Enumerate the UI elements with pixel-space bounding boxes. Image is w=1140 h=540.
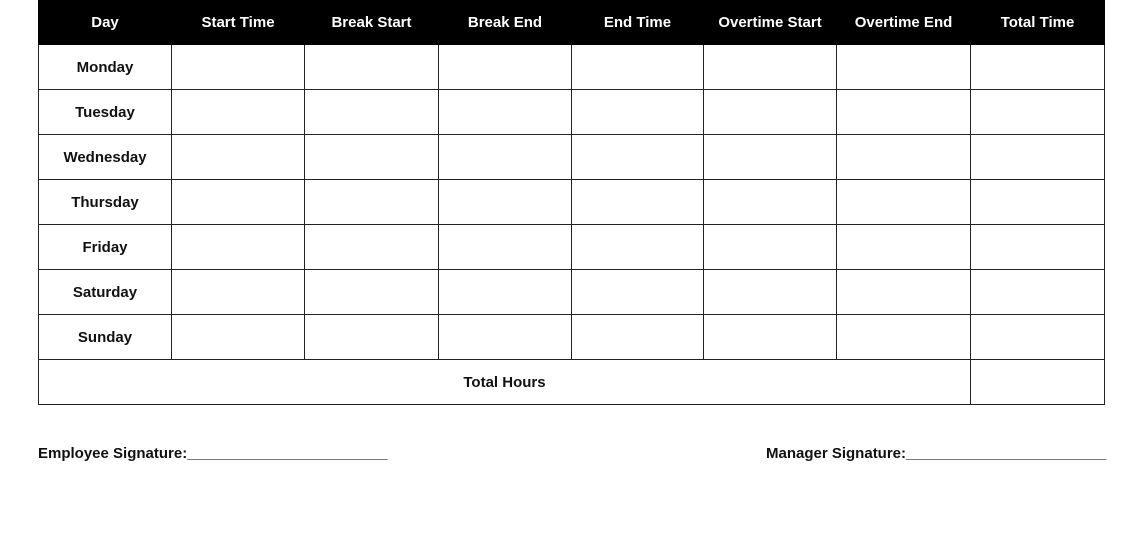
time-entry-cell[interactable] bbox=[572, 90, 704, 135]
time-entry-cell[interactable] bbox=[572, 135, 704, 180]
time-entry-cell[interactable] bbox=[439, 180, 572, 225]
time-entry-cell[interactable] bbox=[439, 135, 572, 180]
time-entry-cell[interactable] bbox=[305, 315, 439, 360]
day-label: Monday bbox=[39, 45, 172, 90]
time-entry-cell[interactable] bbox=[971, 315, 1105, 360]
total-hours-row bbox=[39, 360, 1105, 405]
time-entry-cell[interactable] bbox=[172, 90, 305, 135]
time-entry-cell[interactable] bbox=[971, 45, 1105, 90]
time-entry-cell[interactable] bbox=[971, 270, 1105, 315]
time-entry-cell[interactable] bbox=[971, 135, 1105, 180]
time-entry-cell[interactable] bbox=[837, 270, 971, 315]
employee-signature[interactable]: Employee Signature:________________________ bbox=[38, 445, 388, 462]
time-entry-cell[interactable] bbox=[172, 135, 305, 180]
day-label: Saturday bbox=[39, 270, 172, 315]
time-entry-cell[interactable] bbox=[971, 180, 1105, 225]
table-row bbox=[39, 45, 1105, 90]
time-entry-cell[interactable] bbox=[704, 270, 837, 315]
time-entry-cell[interactable] bbox=[837, 45, 971, 90]
time-entry-cell[interactable] bbox=[172, 315, 305, 360]
table-row bbox=[39, 270, 1105, 315]
time-entry-cell[interactable] bbox=[305, 45, 439, 90]
total-hours-label: Total Hours bbox=[39, 360, 971, 405]
time-entry-cell[interactable] bbox=[572, 45, 704, 90]
time-entry-cell[interactable] bbox=[704, 45, 837, 90]
time-entry-cell[interactable] bbox=[971, 90, 1105, 135]
time-entry-cell[interactable] bbox=[439, 90, 572, 135]
time-entry-cell[interactable] bbox=[837, 225, 971, 270]
column-header: Day bbox=[39, 1, 172, 45]
column-header: Start Time bbox=[172, 1, 305, 45]
time-entry-cell[interactable] bbox=[439, 225, 572, 270]
time-entry-cell[interactable] bbox=[971, 225, 1105, 270]
column-header: Break Start bbox=[305, 1, 439, 45]
time-entry-cell[interactable] bbox=[305, 180, 439, 225]
column-header: Total Time bbox=[971, 1, 1105, 45]
day-label: Sunday bbox=[39, 315, 172, 360]
column-header: End Time bbox=[572, 1, 704, 45]
table-row bbox=[39, 315, 1105, 360]
day-label: Thursday bbox=[39, 180, 172, 225]
column-header: Overtime Start bbox=[704, 1, 837, 45]
time-entry-cell[interactable] bbox=[572, 270, 704, 315]
day-label: Tuesday bbox=[39, 90, 172, 135]
day-label: Wednesday bbox=[39, 135, 172, 180]
time-entry-cell[interactable] bbox=[704, 315, 837, 360]
time-entry-cell[interactable] bbox=[172, 180, 305, 225]
column-header: Break End bbox=[439, 1, 572, 45]
time-entry-cell[interactable] bbox=[439, 270, 572, 315]
time-entry-cell[interactable] bbox=[305, 270, 439, 315]
table-row bbox=[39, 90, 1105, 135]
manager-signature[interactable]: Manager Signature:________________________ bbox=[766, 445, 1107, 462]
time-entry-cell[interactable] bbox=[572, 225, 704, 270]
time-entry-cell[interactable] bbox=[704, 180, 837, 225]
time-entry-cell[interactable] bbox=[837, 90, 971, 135]
time-entry-cell[interactable] bbox=[439, 45, 572, 90]
time-entry-cell[interactable] bbox=[704, 225, 837, 270]
time-entry-cell[interactable] bbox=[172, 225, 305, 270]
total-hours-cell[interactable] bbox=[971, 360, 1105, 405]
time-entry-cell[interactable] bbox=[837, 315, 971, 360]
time-entry-cell[interactable] bbox=[305, 135, 439, 180]
header-row bbox=[39, 1, 1105, 45]
time-entry-cell[interactable] bbox=[572, 180, 704, 225]
time-entry-cell[interactable] bbox=[305, 225, 439, 270]
day-label: Friday bbox=[39, 225, 172, 270]
table-row bbox=[39, 225, 1105, 270]
time-entry-cell[interactable] bbox=[172, 45, 305, 90]
time-entry-cell[interactable] bbox=[837, 180, 971, 225]
time-entry-cell[interactable] bbox=[172, 270, 305, 315]
time-entry-cell[interactable] bbox=[572, 315, 704, 360]
time-entry-cell[interactable] bbox=[704, 135, 837, 180]
time-entry-cell[interactable] bbox=[837, 135, 971, 180]
timesheet-table bbox=[38, 0, 1105, 405]
table-row bbox=[39, 180, 1105, 225]
time-entry-cell[interactable] bbox=[704, 90, 837, 135]
column-header: Overtime End bbox=[837, 1, 971, 45]
time-entry-cell[interactable] bbox=[439, 315, 572, 360]
time-entry-cell[interactable] bbox=[305, 90, 439, 135]
table-row bbox=[39, 135, 1105, 180]
